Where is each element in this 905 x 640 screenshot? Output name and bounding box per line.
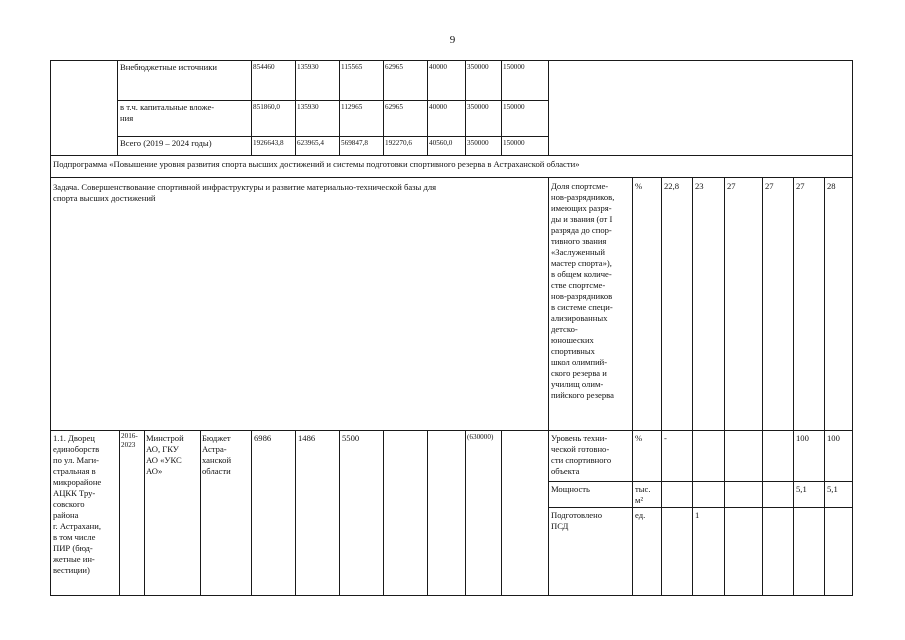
item-indicator-unit: %	[635, 433, 643, 443]
item-indicator: Подготовлено ПСД	[551, 510, 603, 531]
table-rule	[50, 60, 51, 596]
table-rule	[251, 430, 252, 596]
cell-value: 115565	[341, 63, 363, 71]
item-period: 2016- 2023	[121, 432, 138, 449]
table-rule	[119, 430, 120, 596]
cell-value: 40000	[429, 63, 447, 71]
table-rule	[383, 60, 384, 156]
table-rule	[339, 430, 340, 596]
table-rule	[427, 60, 428, 156]
table-rule	[144, 430, 145, 596]
cell-value: 854460	[253, 63, 275, 71]
item-indicator-value: 1	[695, 510, 700, 520]
table-rule	[117, 100, 549, 101]
table-rule	[383, 430, 384, 596]
table-rule	[692, 177, 693, 596]
table-rule	[50, 177, 853, 178]
table-rule	[50, 60, 853, 61]
table-rule	[295, 60, 296, 156]
table-rule	[501, 60, 502, 156]
item-name: 1.1. Дворец единоборств по ул. Маги- стральная в микрорайоне АЦКК Тру- совского района г. Астрахани, в том числе ПИР (бюд- жетные ин- вестиции)	[53, 433, 102, 575]
subprogram-title: Подпрограмма «Повышение уровня развития спорта высших достижений и системы подготовки спортивного резерва в Астраханской области»	[53, 159, 580, 169]
item-total: 6986	[254, 433, 272, 443]
cell-value: 350000	[467, 63, 489, 71]
cell-value: 350000	[467, 103, 489, 111]
table-rule	[200, 430, 201, 596]
row-label: Внебюджетные источники	[120, 62, 218, 72]
table-rule	[251, 60, 252, 156]
task-value: 28	[827, 181, 836, 191]
cell-value: 150000	[503, 139, 525, 147]
item-indicator-value: 5,1	[827, 484, 838, 494]
table-rule	[762, 177, 763, 596]
task-text: Задача. Совершенствование спортивной инфраструктуры и развитие материально-технической базы для спорта высших достижений	[53, 182, 437, 203]
cell-value: 569847,8	[341, 139, 368, 147]
task-value: 27	[765, 181, 774, 191]
task-value: 27	[727, 181, 736, 191]
item-2019: 1486	[298, 433, 316, 443]
cell-value: 192270,6	[385, 139, 412, 147]
table-rule	[50, 430, 853, 431]
cell-value: 62965	[385, 63, 403, 71]
cell-value: 40560,0	[429, 139, 453, 147]
table-rule	[824, 177, 825, 596]
cell-value: 40000	[429, 103, 447, 111]
cell-value: 135930	[297, 103, 319, 111]
table-rule	[117, 60, 118, 156]
item-2020: 5500	[342, 433, 360, 443]
task-unit: %	[635, 181, 643, 191]
table-rule	[661, 177, 662, 596]
task-indicator: Доля спортсме- нов-разрядников, имеющих разря- ды и звания (от I разряда до спор- тивного звания «Заслуженный мастер спорта»), в общем количе- стве спортсме- нов-разрядников в системе специ- ализированных детско- юношеских спортивных школ олимпий- ского резерва и училищ олим- пийского резерва	[551, 181, 615, 400]
item-indicator-unit: ед.	[635, 510, 646, 520]
page-number: 9	[449, 34, 456, 46]
table-rule	[501, 430, 502, 596]
table-rule	[724, 177, 725, 596]
table-rule	[50, 155, 853, 156]
cell-value: 112965	[341, 103, 363, 111]
table-rule	[548, 60, 549, 156]
cell-value: 150000	[503, 103, 525, 111]
item-indicator-value: -	[664, 433, 667, 443]
task-value: 23	[695, 181, 704, 191]
task-value: 27	[796, 181, 805, 191]
table-rule	[548, 481, 853, 482]
item-indicator-value: 100	[796, 433, 809, 443]
cell-value: 851860,0	[253, 103, 280, 111]
cell-value: 350000	[467, 139, 489, 147]
cell-value: 135930	[297, 63, 319, 71]
row-label: в т.ч. капитальные вложе- ния	[120, 102, 215, 123]
table-rule	[295, 430, 296, 596]
table-rule	[793, 177, 794, 596]
table-rule	[50, 595, 853, 596]
item-source: Бюджет Астра- ханской области	[202, 433, 232, 476]
item-indicator-unit: тыс. м²	[635, 484, 651, 505]
cell-value: 150000	[503, 63, 525, 71]
task-value: 22,8	[664, 181, 680, 191]
item-indicator-value: 100	[827, 433, 840, 443]
item-executor: Минстрой АО, ГКУ АО «УКС АО»	[146, 433, 184, 476]
item-indicator: Мощность	[551, 484, 590, 494]
row-label: Всего (2019 – 2024 годы)	[120, 138, 212, 148]
table-rule	[427, 430, 428, 596]
table-rule	[632, 177, 633, 596]
cell-value: 62965	[385, 103, 403, 111]
table-rule	[852, 60, 853, 596]
item-indicator: Уровень техни- ческой готовно- сти спортивного объекта	[551, 433, 612, 476]
item-2024: (630000)	[467, 433, 494, 441]
table-rule	[548, 507, 853, 508]
table-rule	[117, 136, 549, 137]
table-rule	[548, 177, 549, 596]
table-rule	[339, 60, 340, 156]
item-indicator-value: 5,1	[796, 484, 807, 494]
table-rule	[465, 60, 466, 156]
cell-value: 623965,4	[297, 139, 324, 147]
cell-value: 1926643,8	[253, 139, 284, 147]
table-rule	[465, 430, 466, 596]
